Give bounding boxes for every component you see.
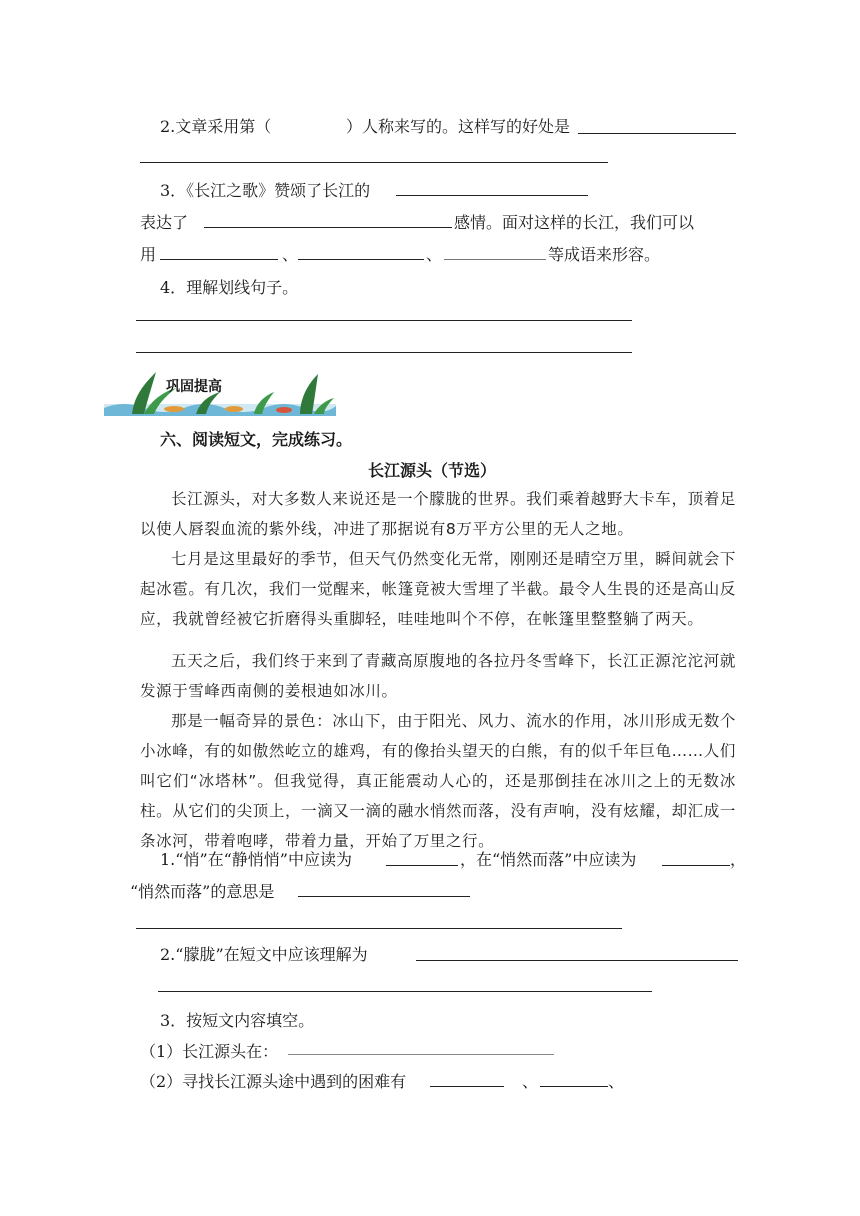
question-3-line2-suffix: 感情。面对这样的长江，我们可以	[454, 213, 695, 232]
answer-line[interactable]	[136, 320, 632, 321]
article-paragraph: 七月是这里最好的季节，但天气仍然变化无常，刚刚还是晴空万里，瞬间就会下起冰雹。有几次，我们一觉醒来，帐篷竟被大雪埋了半截。最令人生畏的还是高山反应，我就曾经被它折磨得头重脚轻，哇哇地叫个不停，在帐篷里整整躺了两天。	[140, 550, 736, 628]
question-3-line3-prefix: 用	[140, 245, 157, 264]
separator: 、	[608, 1072, 625, 1091]
answer-line[interactable]	[158, 991, 652, 992]
answer-line[interactable]	[140, 162, 608, 163]
separator: 、	[426, 245, 443, 264]
question-2	[160, 114, 271, 137]
answer-line[interactable]	[430, 1086, 504, 1087]
article-paragraph: 长江源头，对大多数人来说还是一个朦胧的世界。我们乘着越野大卡车，顶着足以使人唇裂血流的紫外线，冲进了那据说有8万平方公里的无人之地。	[140, 490, 736, 538]
article-paragraph: 那是一幅奇异的景色：冰山下，由于阳光、风力、流水的作用，冰川形成无数个小冰峰，有的如傲然屹立的雄鸡，有的像抬头望天的白熊，有的似千年巨龟……人们叫它们“冰塔林”。但我觉得，真正能震动人心的，还是那倒挂在冰川之上的无数冰柱。从它们的尖顶上，一滴又一滴的融水悄然而落，没有声响，没有炫耀，却汇成一条冰河，带着咆哮，带着力量，开始了万里之行。	[140, 712, 736, 850]
answer-line[interactable]	[578, 133, 736, 134]
answer-line[interactable]	[396, 195, 588, 196]
answer-line[interactable]	[136, 928, 622, 929]
question-2-prefix: 2.文章采用第（	[160, 117, 272, 136]
answer-line[interactable]	[416, 960, 738, 961]
section-heading: 六、阅读短文，完成练习。	[160, 430, 353, 449]
section-banner	[104, 362, 336, 416]
answer-line[interactable]	[136, 352, 632, 353]
answer-line[interactable]	[204, 227, 452, 228]
question-2-mid: ）人称来写的。这样写的好处是	[346, 117, 571, 136]
reading-question-1-part2: ，在“悄然而落”中应读为	[460, 850, 637, 869]
separator: 、	[282, 245, 299, 264]
question-3-line3-suffix: 等成语来形容。	[548, 245, 661, 264]
reading-question-1: 1.“悄”在“静悄悄”中应读为	[160, 850, 352, 869]
reading-question-3: 3．按短文内容填空。	[160, 1011, 315, 1030]
answer-line[interactable]	[298, 259, 424, 260]
answer-line[interactable]	[298, 896, 470, 897]
reading-question-1-line2: “悄然而落”的意思是	[130, 882, 275, 901]
article-title: 长江源头（节选）	[368, 461, 497, 480]
answer-line[interactable]	[662, 865, 730, 866]
article-paragraph: 五天之后，我们终于来到了青藏高原腹地的各拉丹冬雪峰下，长江正源沱沱河就发源于雪峰西南侧的姜根迪如冰川。	[140, 652, 736, 700]
answer-line[interactable]	[288, 1054, 554, 1055]
question-3-line2-prefix: 表达了	[140, 213, 189, 232]
answer-line[interactable]	[386, 865, 458, 866]
reading-question-3-sub1: （1）长江源头在：	[140, 1042, 279, 1061]
reading-question-1-part3: ，	[730, 850, 747, 869]
separator: 、	[522, 1072, 539, 1091]
reading-question-2: 2.“朦胧”在短文中应该理解为	[160, 945, 368, 964]
question-4: 4．理解划线句子。	[160, 278, 299, 297]
banner-label: 巩固提高	[166, 379, 222, 395]
answer-line[interactable]	[444, 259, 546, 260]
answer-line[interactable]	[540, 1086, 608, 1087]
reading-question-3-sub2: （2）寻找长江源头途中遇到的困难有	[140, 1072, 407, 1091]
question-3: 3．《长江之歌》赞颂了长江的	[160, 181, 371, 200]
answer-line[interactable]	[160, 259, 278, 260]
